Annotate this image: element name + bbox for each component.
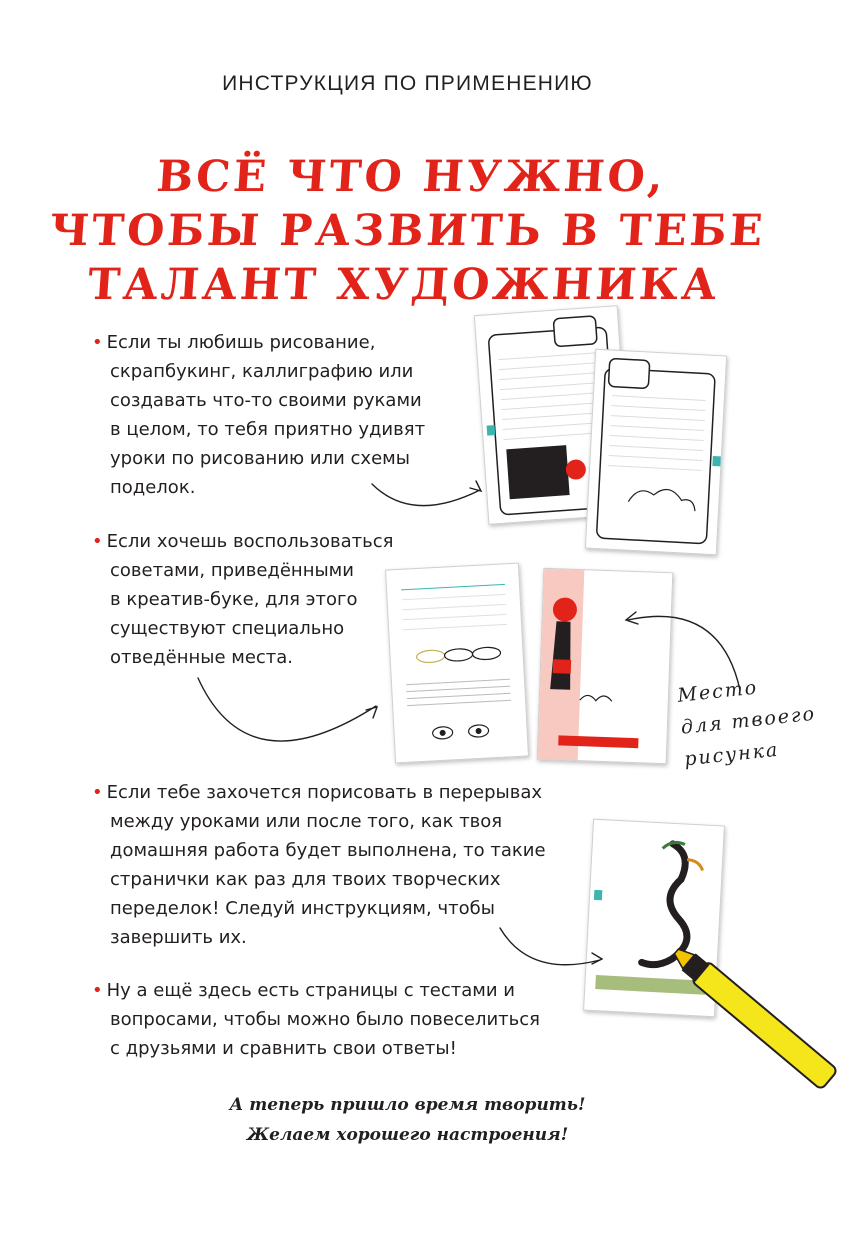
bullet-line: в креатив-буке, для этого — [110, 589, 358, 610]
arrow-4 — [500, 928, 600, 965]
bullet-dot-icon: • — [92, 332, 103, 353]
bullet-line: поделок. — [110, 477, 196, 498]
bullet-line: завершить их. — [110, 927, 247, 948]
bullet-line: советами, приведёнными — [110, 560, 354, 581]
arrow-4-head — [592, 953, 602, 964]
closing-message — [0, 1090, 815, 1150]
arrow-2 — [198, 678, 376, 741]
page-header: ИНСТРУКЦИЯ ПО ПРИМЕНЕНИЮ — [222, 72, 593, 95]
handnote-line: Место — [676, 676, 760, 707]
bullet-line: переделок! Следуй инструкциям, чтобы — [110, 898, 495, 919]
bullet-line: в целом, то тебя приятно удивят — [110, 419, 426, 440]
bullet-line: Если ты любишь рисование, — [106, 332, 376, 353]
handwritten-note — [676, 666, 821, 776]
arrow-2-head — [366, 707, 377, 718]
bullet-line: скрапбукинг, каллиграфию или — [110, 361, 414, 382]
bullet-line: вопросами, чтобы можно было повеселиться — [110, 1009, 540, 1030]
bullet-line: странички как раз для твоих творческих — [110, 869, 501, 890]
handnote-line: рисунка — [683, 738, 781, 771]
bullet-line: с друзьями и сравнить свои ответы! — [110, 1038, 457, 1059]
bullet-line: Ну а ещё здесь есть страницы с тестами и — [106, 980, 515, 1001]
arrow-1-head — [470, 481, 481, 491]
bullet-dot-icon: • — [92, 531, 103, 552]
bullet-line: создавать что-то своими руками — [110, 390, 422, 411]
bullet-line: Если хочешь воспользоваться — [106, 531, 394, 552]
bullet-dot-icon: • — [92, 782, 103, 803]
bullet-line: между уроками или после того, как твоя — [110, 811, 503, 832]
bullet-line: Если тебе захочется порисовать в перерывах — [106, 782, 543, 803]
bullet-dot-icon: • — [92, 980, 103, 1001]
headline-line: ЧТОБЫ РАЗВИТЬ В ТЕБЕ — [48, 206, 767, 256]
bullet-line: существуют специально — [110, 618, 345, 639]
closing-line: А теперь пришло время творить! — [229, 1095, 586, 1115]
arrow-1 — [372, 484, 480, 506]
bullet-line: отведённые места. — [110, 647, 294, 668]
closing-line: Желаем хорошего настроения! — [246, 1125, 569, 1145]
headline-line: ТАЛАНТ ХУДОЖНИКА — [86, 260, 722, 310]
headline-line: ВСЁ ЧТО НУЖНО, — [155, 152, 668, 202]
bullet-line: домашняя работа будет выполнена, то такие — [110, 840, 546, 861]
bullet-line: уроки по рисованию или схемы — [110, 448, 410, 469]
handnote-line: для твоего — [679, 702, 817, 739]
